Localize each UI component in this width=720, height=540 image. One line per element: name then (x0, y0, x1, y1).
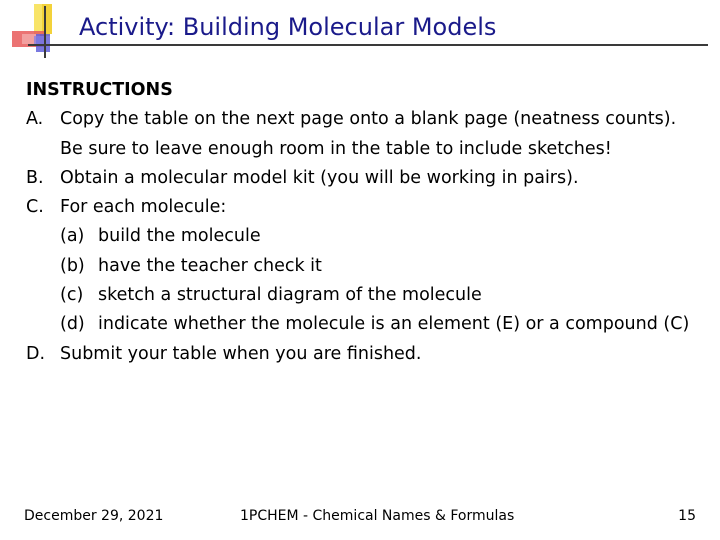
instruction-a (26, 105, 706, 134)
sub-item-marker: (a) (60, 226, 85, 247)
footer-course-title: 1PCHEM - Chemical Names & Formulas (240, 508, 515, 524)
sub-item-text: have the teacher check it (98, 255, 322, 276)
title-underline (28, 44, 708, 46)
instruction-c-text: For each molecule: (60, 197, 227, 218)
instruction-c (26, 193, 706, 222)
decorative-vertical-line (44, 6, 46, 58)
sub-item-b (26, 252, 706, 281)
sub-item-marker: (c) (60, 285, 84, 306)
instruction-a-line2: Be sure to leave enough room in the table to include sketches! (60, 138, 612, 159)
sub-item-c (26, 281, 706, 310)
instruction-b-text: Obtain a molecular model kit (you will be working in pairs). (60, 167, 579, 188)
sub-item-text: indicate whether the molecule is an element (E) or a compound (C) (98, 314, 690, 335)
instruction-b (26, 164, 706, 193)
sub-item-text: sketch a structural diagram of the molecule (98, 285, 482, 306)
instruction-d-marker: D. (26, 343, 46, 364)
instruction-a-line1: Copy the table on the next page onto a blank page (neatness counts). (60, 109, 677, 130)
instruction-c-marker: C. (26, 197, 44, 218)
instruction-a-continued (26, 135, 706, 164)
instruction-d-text: Submit your table when you are finished. (60, 343, 422, 364)
instruction-d (26, 340, 706, 369)
instruction-a-marker: A. (26, 109, 44, 130)
instruction-b-marker: B. (26, 167, 44, 188)
sub-item-d (26, 310, 706, 339)
slide-title: Activity: Building Molecular Models (79, 13, 497, 41)
instructions-body (26, 76, 706, 369)
sub-item-a (26, 222, 706, 251)
sub-item-marker: (d) (60, 314, 85, 335)
footer-page-number: 15 (678, 508, 696, 524)
sub-item-text: build the molecule (98, 226, 261, 247)
footer-date: December 29, 2021 (24, 508, 164, 524)
instructions-heading: INSTRUCTIONS (26, 80, 173, 100)
sub-item-marker: (b) (60, 255, 85, 276)
decorative-blue-square-inner (34, 36, 50, 44)
